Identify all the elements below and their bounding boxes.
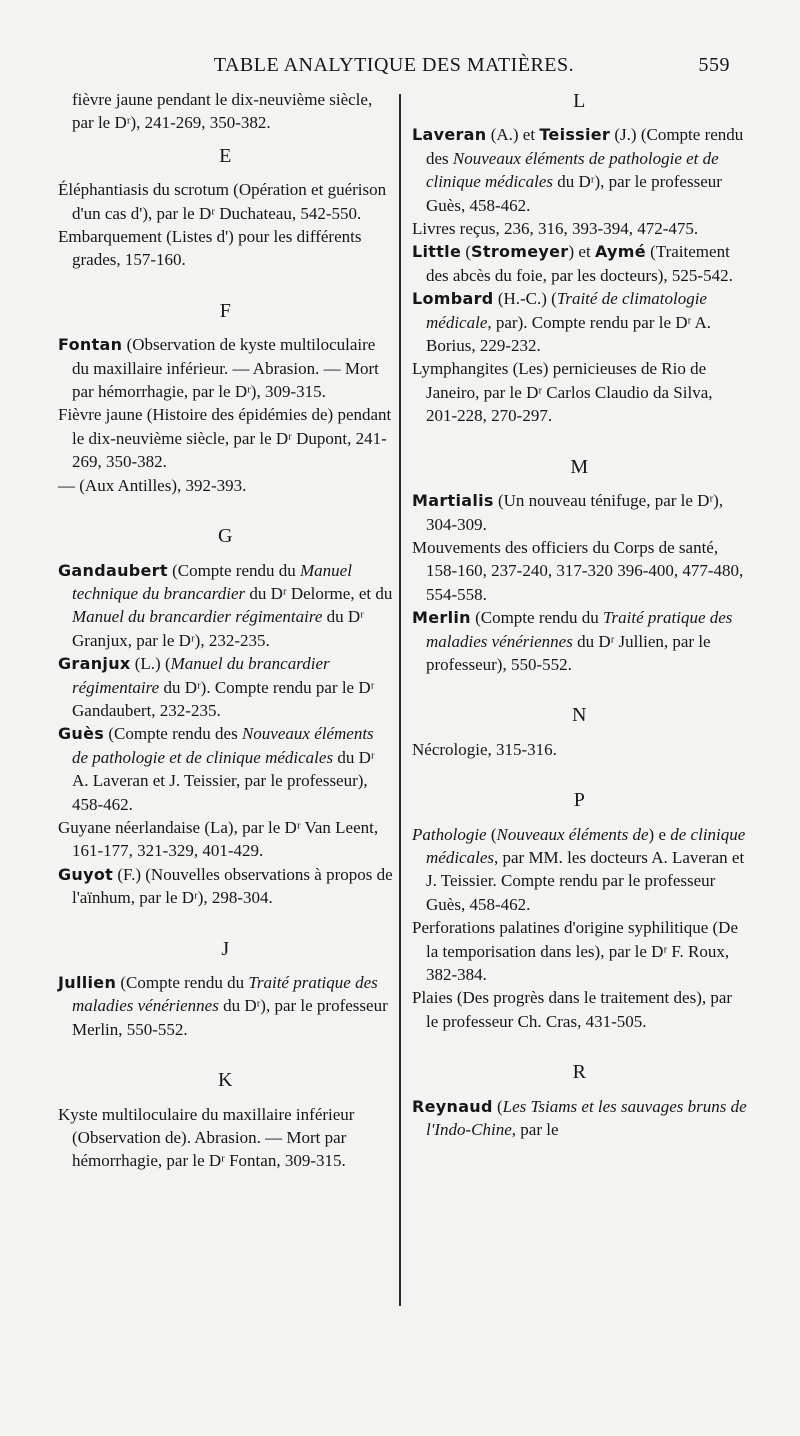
entry-text: ) e [648, 824, 671, 844]
section-letter-r: R [572, 1061, 587, 1084]
headword: Guès [58, 724, 105, 744]
book-title: Traité pratique des maladies vénériennes [426, 608, 733, 651]
entry-text: ) et [568, 242, 595, 262]
index-entry-perforations: Perforations palatines d'origine syphilitique (De la temporisation dans les), par le Dʳ F. Roux, 382-384. [412, 918, 738, 984]
section-letter-g: G [218, 525, 233, 548]
entry-text: du Dʳ), par le professeur Guès, 458-462. [426, 172, 722, 215]
entry-text: (Compte rendu des [104, 724, 242, 744]
entry-text: (F.) (Nouvelles observations à propos de l'aïnhum, par le Dʳ), 298-304. [72, 864, 393, 908]
headword: Laveran [412, 125, 487, 145]
headword: Lombard [412, 289, 494, 309]
index-entry-kyste: Kyste multiloculaire du maxillaire inférieur (Observation de). Abrasion. — Mort par hémorrhagie, par le Dʳ Fontan, 309-315. [58, 1104, 355, 1171]
index-entry-granjux [58, 652, 393, 722]
headword: Aymé [594, 242, 646, 262]
book-title: Nouveaux éléments de pathologie et de clinique médicales [72, 724, 374, 767]
index-entry-guyane: Guyane néerlandaise (La), par le Dʳ Van Leent, 161-177, 321-329, 401-429. [58, 817, 379, 861]
entry-text: (Un nouveau ténifuge, par le Dʳ), 304-309. [426, 491, 724, 534]
index-entry-reynaud [412, 1095, 747, 1142]
book-title: Les Tsiams et les sauvages bruns de l'Indo-Chine [426, 1096, 747, 1140]
book-title: Traité de climatologie médicale [426, 289, 707, 332]
headword: Granjux [58, 654, 131, 674]
headword: Little [412, 242, 462, 262]
section-letter-l: L [573, 90, 586, 112]
index-entry-lombard [412, 287, 747, 357]
index-entry-little [412, 240, 747, 287]
page-title: TABLE ANALYTIQUE DES MATIÈRES. [213, 54, 575, 76]
index-entry-gues [58, 722, 393, 816]
index-entry-lymphangites: Lymphangites (Les) pernicieuses de Rio de Janeiro, par le Dʳ Carlos Claudio da Silva, 201-228, 270-297. [412, 359, 713, 426]
headword: Teissier [539, 125, 611, 145]
page-number: 559 [698, 54, 730, 76]
section-letter-f: F [219, 299, 232, 322]
index-entry-gandaubert [58, 559, 393, 653]
index-entry-plaies: Plaies (Des progrès dans le traitement des), par le professeur Ch. Cras, 431-505. [412, 988, 733, 1031]
entry-text: du Dʳ Granjux, par le Dʳ), 232-235. [72, 607, 364, 650]
index-entry-merlin [412, 606, 747, 676]
index-entry-necrologie: Nécrologie, 315-316. [412, 739, 557, 759]
headword: Martialis [412, 491, 494, 511]
book-title: Manuel technique du brancardier [72, 560, 352, 603]
entry-text: (Compte rendu du [470, 608, 604, 628]
entry-text: (Compte rendu du [116, 973, 249, 992]
entry-text: , par MM. les docteurs A. Laveran et J. Teissier. Compte rendu par le professeur Guès, 458-462. [426, 847, 745, 914]
book-title: de clinique médicales [426, 824, 746, 867]
headword: Stromeyer [471, 242, 569, 262]
entry-text: du Dʳ), par le professeur Merlin, 550-552. [72, 996, 388, 1039]
entry-text: du Dʳ Jullien, par le professeur), 550-552. [426, 631, 711, 674]
index-entry-pathologie [412, 823, 747, 917]
entry-text: (J.) (Compte rendu des [426, 125, 744, 168]
book-title: Nouveaux éléments de [496, 824, 649, 844]
entry-text: (Traitement des abcès du foie, par les docteurs), 525-542. [426, 242, 733, 285]
book-title: Traité pratique des maladies vénériennes [72, 973, 378, 1016]
headword: Guyot [58, 864, 114, 884]
section-letter-p: P [573, 789, 586, 812]
book-title: Manuel du brancardier régimentaire [72, 607, 323, 627]
section-letter-e: E [219, 144, 232, 167]
entry-text: (Compte rendu du [167, 560, 301, 580]
index-entry-martialis [412, 489, 747, 536]
index-entry-livres: Livres reçus, 236, 316, 393-394, 472-475. [412, 219, 699, 239]
entry-text: ( [486, 824, 497, 844]
entry-headword-italic: Pathologie [412, 824, 487, 844]
index-entry-jullien [58, 971, 393, 1041]
entry-text: ( [492, 1096, 503, 1116]
headword: Merlin [412, 608, 471, 628]
index-entry-elephantiasis: Éléphantiasis du scrotum (Opération et guérison d'un cas d'), par le Dʳ Duchateau, 542-550. [58, 180, 387, 223]
column-divider [399, 94, 401, 1306]
index-entry-fievre-jaune: Fièvre jaune (Histoire des épidémies de) pendant le dix-neuvième siècle, par le Dʳ Dupont, 241-269, 350-382. [58, 405, 392, 472]
entry-text: (H.-C.) ( [493, 289, 557, 309]
entry-text: du Dʳ A. Laveran et J. Teissier, par le professeur), 458-462. [72, 747, 375, 814]
right-column [412, 88, 747, 1141]
section-letter-k: K [218, 1069, 233, 1092]
entry-text: du Dʳ). Compte rendu par le Dʳ Gandaubert, 232-235. [72, 677, 375, 720]
book-title: Manuel du brancardier régimentaire [72, 654, 330, 697]
index-entry-continuation: fièvre jaune pendant le dix-neuvième siècle, par le Dʳ), 241-269, 350-382. [72, 90, 373, 133]
entry-text: , par le [511, 1120, 559, 1140]
entry-text: (Observation de kyste multiloculaire du maxillaire inférieur. — Abrasion. — Mort par hémorrhagie, par le Dʳ), 309-315. [72, 335, 379, 402]
running-header [58, 54, 730, 88]
left-column [58, 88, 393, 1173]
entry-text: (A.) et [486, 125, 540, 145]
book-title: Nouveaux éléments de pathologie et de clinique médicales [426, 148, 719, 192]
entry-text: , par). Compte rendu par le Dʳ A. Borius, 229-232. [426, 312, 712, 356]
index-entry-mouvements: Mouvements des officiers du Corps de santé, 158-160, 237-240, 317-320 396-400, 477-480, 554-558. [412, 537, 744, 604]
index-entry-laveran [412, 123, 747, 217]
headword: Gandaubert [58, 560, 168, 580]
section-letter-j: J [221, 937, 230, 960]
entry-text: (L.) ( [130, 654, 171, 674]
index-entry-guyot [58, 863, 393, 910]
index-entry-aux-antilles: — (Aux Antilles), 392-393. [58, 475, 247, 495]
section-letter-n: N [572, 704, 587, 727]
section-letter-m: M [570, 455, 589, 478]
index-entry-embarquement: Embarquement (Listes d') pour les différents grades, 157-160. [58, 227, 362, 270]
headword: Fontan [58, 335, 123, 355]
headword: Jullien [58, 973, 117, 992]
headword: Reynaud [412, 1096, 493, 1116]
entry-text: du Dʳ Delorme, et du [245, 583, 393, 603]
entry-text: ( [461, 242, 472, 262]
index-entry-fontan [58, 333, 393, 403]
